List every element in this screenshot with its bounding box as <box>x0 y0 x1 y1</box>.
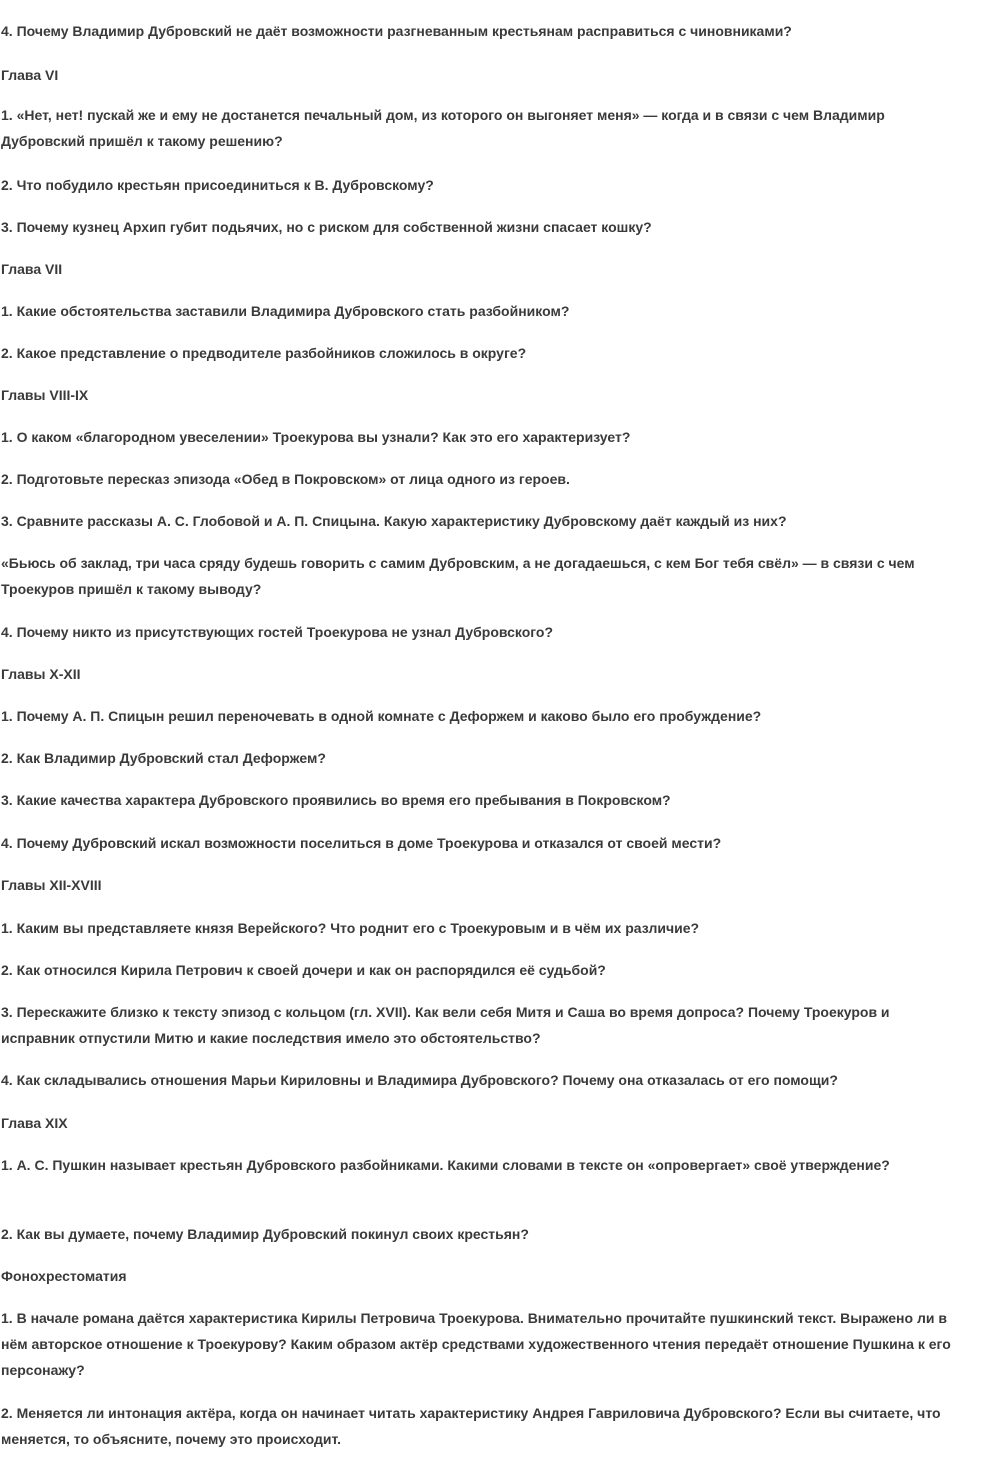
question-text: 4. Почему Владимир Дубровский не даёт возможности разгневанным крестьянам расправиться с чиновниками? <box>1 23 792 39</box>
chapter-heading: Глава VI <box>1 67 59 83</box>
question-text: 4. Почему Дубровский искал возможности поселиться в доме Троекурова и отказался от своей мести? <box>1 835 722 851</box>
question-text: 4. Как складывались отношения Марьи Кириловны и Владимира Дубровского? Почему она отказалась от его помощи? <box>1 1072 838 1088</box>
chapter-heading: Главы XII-XVIII <box>1 877 102 893</box>
question-text: 4. Почему никто из присутствующих гостей Троекурова не узнал Дубровского? <box>1 624 554 640</box>
question-text: 1. О каком «благородном увеселении» Троекурова вы узнали? Как это его характеризует? <box>1 429 631 445</box>
question-text: 2. Как Владимир Дубровский стал Дефоржем? <box>1 750 326 766</box>
question-text: 2. Подготовьте пересказ эпизода «Обед в Покровском» от лица одного из героев. <box>1 471 570 487</box>
question-text: «Бьюсь об заклад, три часа сряду будешь говорить с самим Дубровским, а не догадаешься, с кем Бог тебя свёл» — в связи с чем Троекуров пришёл к такому выводу? <box>1 555 915 597</box>
question-text: 1. А. С. Пушкин называет крестьян Дубровского разбойниками. Какими словами в тексте он «опровергает» своё утверждение? <box>1 1157 890 1173</box>
question-text: 2. Что побудило крестьян присоединиться к В. Дубровскому? <box>1 177 434 193</box>
question-text: 1. Какие обстоятельства заставили Владимира Дубровского стать разбойником? <box>1 303 570 319</box>
chapter-heading: Главы X-XII <box>1 666 81 682</box>
question-text: 1. «Нет, нет! пускай же и ему не достанется печальный дом, из которого он выгоняет меня» — когда и в связи с чем Владимир Дубровский пришёл к такому решению? <box>1 107 885 149</box>
question-text: 3. Почему кузнец Архип губит подьячих, но с риском для собственной жизни спасает кошку? <box>1 219 652 235</box>
question-text: 1. Каким вы представляете князя Верейского? Что роднит его с Троекуровым и в чём их различие? <box>1 920 700 936</box>
question-text: 3. Перескажите близко к тексту эпизод с кольцом (гл. XVII). Как вели себя Митя и Саша во время допроса? Почему Троекуров и исправник отпустили Митю и какие последствия имело это обстоятельство? <box>1 1004 890 1046</box>
question-text: 2. Как относился Кирила Петрович к своей дочери и как он распорядился её судьбой? <box>1 962 606 978</box>
question-text: 3. Сравните рассказы А. С. Глобовой и А. П. Спицына. Какую характеристику Дубровскому даёт каждый из них? <box>1 513 787 529</box>
question-text: 1. В начале романа даётся характеристика Кирилы Петровича Троекурова. Внимательно прочитайте пушкинский текст. Выражено ли в нём авторское отношение к Троекурову? Каким образом актёр средствами художественного чтения передаёт отношение Пушкина к его персонажу? <box>1 1310 951 1378</box>
chapter-heading: Главы VIII-IX <box>1 387 89 403</box>
question-text: 1. Почему А. П. Спицын решил переночевать в одной комнате с Дефоржем и каково было его пробуждение? <box>1 708 762 724</box>
section-heading: Фонохрестоматия <box>1 1268 127 1284</box>
question-text: 2. Меняется ли интонация актёра, когда он начинает читать характеристику Андрея Гавриловича Дубровского? Если вы считаете, что меняется, то объясните, почему это происходит. <box>1 1405 941 1447</box>
chapter-heading: Глава VII <box>1 261 63 277</box>
chapter-heading: Глава XIX <box>1 1115 68 1131</box>
question-text: 2. Как вы думаете, почему Владимир Дубровский покинул своих крестьян? <box>1 1226 529 1242</box>
question-text: 3. Какие качества характера Дубровского проявились во время его пребывания в Покровском? <box>1 792 671 808</box>
question-text: 2. Какое представление о предводителе разбойников сложилось в округе? <box>1 345 527 361</box>
